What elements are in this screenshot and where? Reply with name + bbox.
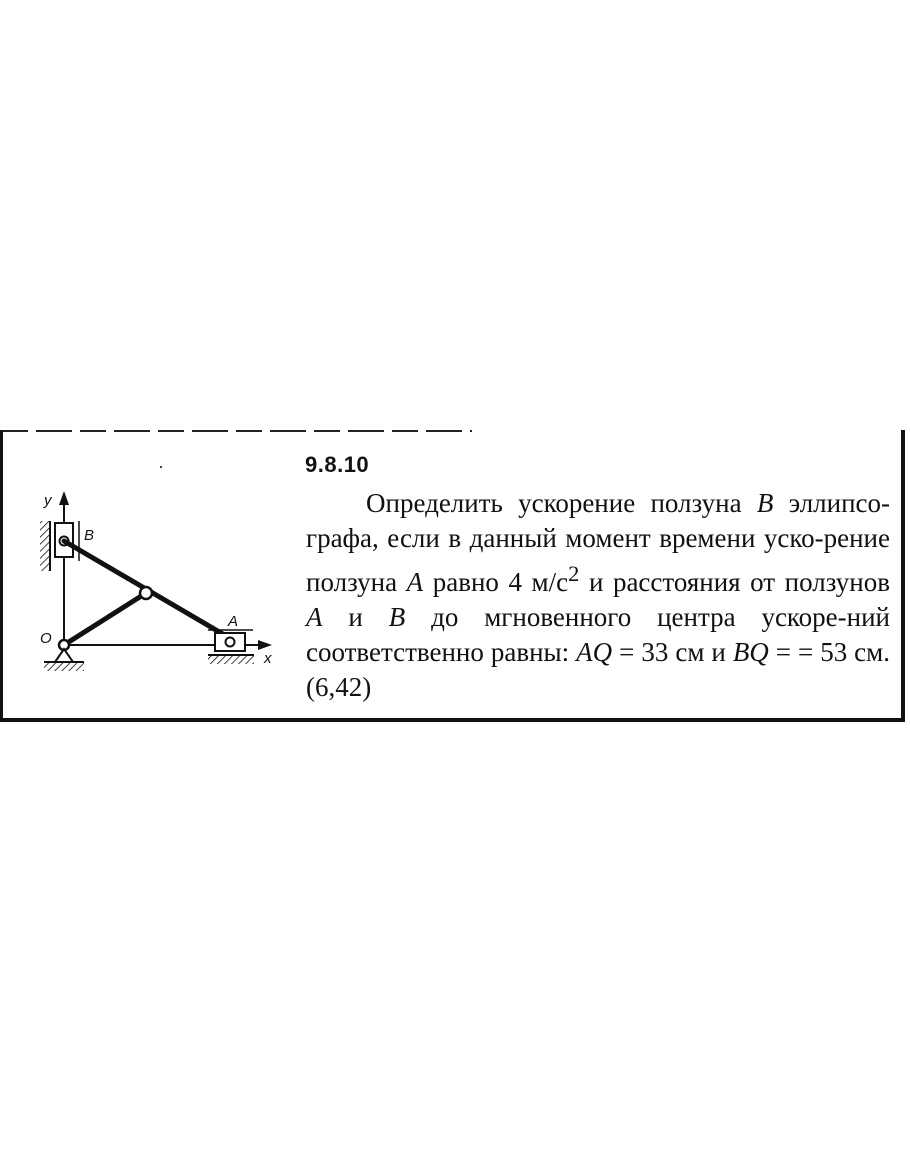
text-part: до мгновенного центра ускоре-ний соответственно равны: — [306, 602, 890, 667]
problem-statement — [306, 486, 890, 705]
x-axis-label: x — [264, 650, 272, 667]
text-part: равно 4 м/с — [423, 567, 569, 597]
ground-hatch-a — [208, 655, 254, 664]
text-part: Определить ускорение ползуна — [366, 488, 757, 518]
pivot-o-support-icon — [55, 649, 73, 662]
wall-hatch — [40, 521, 50, 571]
scan-dot — [160, 466, 162, 468]
text-part: и расстояния от ползунов — [579, 567, 890, 597]
y-axis-arrow-icon — [59, 491, 69, 505]
superscript: 2 — [568, 561, 580, 586]
var-aq: AQ — [576, 637, 613, 667]
joint-c — [140, 587, 152, 599]
ground-hatch-o — [44, 662, 84, 671]
origin-label: O — [40, 630, 52, 647]
var-b: B — [388, 602, 406, 632]
text-part: эллипсо-графа, если в данный момент времени уско-рение ползуна — [306, 488, 891, 597]
slider-a-label: A — [228, 613, 239, 630]
y-axis-label: y — [44, 492, 52, 509]
var-b: B — [756, 488, 774, 518]
text-part: = = 53 см. (6,42) — [306, 637, 890, 702]
var-a: A — [306, 602, 323, 632]
slider-b-label: B — [84, 527, 95, 544]
text-part: и — [322, 602, 389, 632]
ellipsograph-diagram — [28, 485, 288, 685]
slider-a-joint — [226, 638, 235, 647]
crank-oc — [64, 593, 146, 645]
var-bq: BQ — [732, 637, 769, 667]
x-axis-arrow-icon — [258, 640, 272, 650]
text-part: = 33 см и — [612, 637, 733, 667]
var-a: A — [406, 567, 424, 597]
problem-number: 9.8.10 — [305, 452, 370, 477]
